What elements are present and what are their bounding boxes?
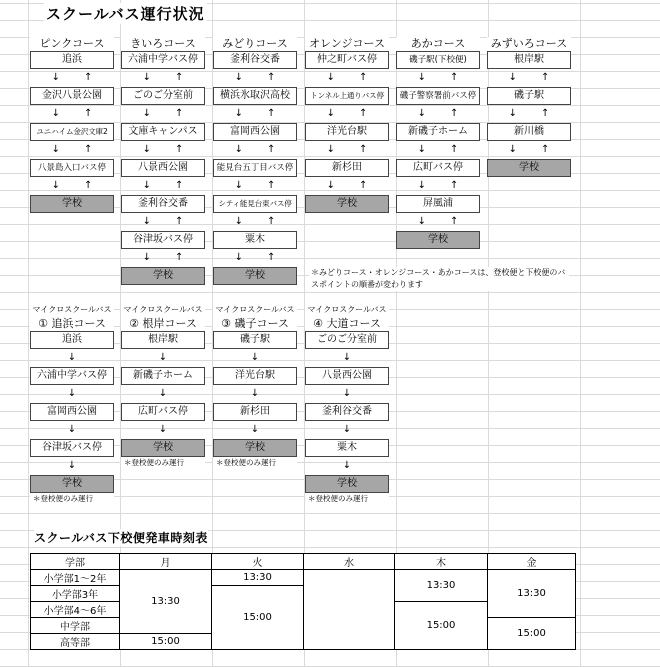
up-arrow-icon: ↑: [450, 108, 459, 119]
down-arrow-icon: ↓: [417, 144, 426, 155]
up-arrow-icon: ↑: [175, 108, 184, 119]
down-arrow-icon: ↓: [234, 72, 243, 83]
timetable-header-row: [31, 554, 576, 570]
up-arrow-icon: ↑: [450, 216, 459, 227]
down-arrow-icon: ↓: [142, 144, 151, 155]
bus-stop: 釜利谷交番: [213, 51, 297, 69]
header-fri: 金: [488, 554, 576, 570]
micro-course-column: [30, 303, 114, 505]
bus-stop: ごのご分室前: [305, 331, 389, 349]
down-arrow-icon: ↓: [51, 72, 60, 83]
bus-stop: 広町バス停: [396, 159, 480, 177]
up-arrow-icon: ↑: [84, 108, 93, 119]
down-arrow-icon: ↓: [342, 388, 352, 399]
course-column: [121, 37, 205, 285]
bus-stop: シティ能見台東バス停: [213, 195, 297, 213]
arrow-row: [30, 385, 114, 403]
down-arrow-icon: ↓: [158, 388, 168, 399]
bus-stop: 新磯子ホーム: [121, 367, 205, 385]
arrow-row: [305, 457, 389, 475]
bus-stop: 釜利谷交番: [305, 403, 389, 421]
mon-time-1330: 13:30: [120, 570, 212, 634]
down-arrow-icon: ↓: [508, 144, 517, 155]
arrow-row: [305, 69, 389, 87]
down-arrow-icon: ↓: [67, 424, 77, 435]
arrow-row: [305, 349, 389, 367]
down-arrow-icon: ↓: [342, 352, 352, 363]
up-arrow-icon: ↑: [359, 144, 368, 155]
arrow-row: [396, 69, 480, 87]
arrow-row: [213, 177, 297, 195]
up-arrow-icon: ↑: [267, 252, 276, 263]
bus-stop: 洋光台駅: [213, 367, 297, 385]
school-stop: 学校: [305, 195, 389, 213]
up-arrow-icon: ↑: [450, 180, 459, 191]
arrow-row: [213, 421, 297, 439]
header-thu: 木: [395, 554, 488, 570]
up-arrow-icon: ↑: [175, 216, 184, 227]
up-arrow-icon: ↑: [175, 180, 184, 191]
arrow-row: [30, 349, 114, 367]
bus-stop: 八景島入口バス停: [30, 159, 114, 177]
down-arrow-icon: ↓: [51, 108, 60, 119]
arrow-row: [213, 213, 297, 231]
down-arrow-icon: ↓: [508, 108, 517, 119]
tue-time-1330: 13:30: [212, 570, 304, 586]
bus-stop: 広町バス停: [121, 403, 205, 421]
course-name: きいろコース: [121, 37, 205, 51]
bus-stop: 六浦中学バス停: [121, 51, 205, 69]
school-stop: 学校: [30, 475, 114, 493]
bus-stop: 洋光台駅: [305, 123, 389, 141]
up-arrow-icon: ↑: [450, 144, 459, 155]
arrow-row: [121, 69, 205, 87]
up-arrow-icon: ↑: [541, 108, 550, 119]
arrow-row: [487, 141, 571, 159]
school-stop: 学校: [213, 439, 297, 457]
school-stop: 学校: [305, 475, 389, 493]
down-arrow-icon: ↓: [142, 180, 151, 191]
arrow-row: [396, 213, 480, 231]
bus-stop: 新杉田: [305, 159, 389, 177]
up-arrow-icon: ↑: [84, 72, 93, 83]
course-column: [305, 37, 389, 213]
course-name: オレンジコース: [305, 37, 389, 51]
arrow-row: [305, 385, 389, 403]
arrow-row: [213, 385, 297, 403]
down-arrow-icon: ↓: [142, 108, 151, 119]
thu-time-1500: 15:00: [395, 602, 488, 650]
down-arrow-icon: ↓: [67, 388, 77, 399]
bus-stop: 釜利谷交番: [121, 195, 205, 213]
down-arrow-icon: ↓: [326, 108, 335, 119]
up-arrow-icon: ↑: [267, 180, 276, 191]
arrow-row: [396, 177, 480, 195]
school-stop: 学校: [487, 159, 571, 177]
school-stop: 学校: [396, 231, 480, 249]
table-row: [31, 570, 576, 586]
down-arrow-icon: ↓: [342, 424, 352, 435]
bus-stop: 富岡西公園: [30, 403, 114, 421]
down-arrow-icon: ↓: [67, 460, 77, 471]
micro-course-column: [305, 303, 389, 505]
micro-course-column: [213, 303, 297, 469]
bus-stop: 谷津坂バス停: [121, 231, 205, 249]
arrow-row: [396, 141, 480, 159]
arrow-row: [213, 105, 297, 123]
down-arrow-icon: ↓: [326, 72, 335, 83]
up-arrow-icon: ↑: [541, 144, 550, 155]
course-name: みどりコース: [213, 37, 297, 51]
arrow-row: [30, 141, 114, 159]
down-arrow-icon: ↓: [250, 388, 260, 399]
arrow-row: [121, 141, 205, 159]
morning-only-note: ＊登校便のみ運行: [305, 493, 389, 505]
up-arrow-icon: ↑: [175, 144, 184, 155]
up-arrow-icon: ↑: [84, 144, 93, 155]
bus-stop: 磯子駅: [213, 331, 297, 349]
down-arrow-icon: ↓: [342, 460, 352, 471]
school-stop: 学校: [121, 439, 205, 457]
row-label: 中学部: [31, 618, 120, 634]
micro-bus-label: マイクロスクールバス: [305, 303, 389, 316]
down-arrow-icon: ↓: [326, 144, 335, 155]
school-stop: 学校: [30, 195, 114, 213]
header-mon: 月: [120, 554, 212, 570]
fri-time-1330: 13:30: [488, 570, 576, 618]
up-arrow-icon: ↑: [267, 216, 276, 227]
thu-time-1330: 13:30: [395, 570, 488, 602]
up-arrow-icon: ↑: [84, 180, 93, 191]
bus-stop: 八景西公園: [121, 159, 205, 177]
header-department: 学部: [31, 554, 120, 570]
arrow-row: [30, 421, 114, 439]
up-arrow-icon: ↑: [267, 144, 276, 155]
bus-stop: 磯子駅(下校便): [396, 51, 480, 69]
up-arrow-icon: ↑: [267, 108, 276, 119]
down-arrow-icon: ↓: [417, 216, 426, 227]
bus-stop: 粟木: [305, 439, 389, 457]
bus-stop: 新杉田: [213, 403, 297, 421]
bus-stop: 新川橋: [487, 123, 571, 141]
up-arrow-icon: ↑: [359, 108, 368, 119]
bus-stop: 六浦中学バス停: [30, 367, 114, 385]
header-tue: 火: [212, 554, 304, 570]
arrow-row: [213, 249, 297, 267]
course-column: [487, 37, 571, 177]
bus-stop: 磯子警察署前バス停: [396, 87, 480, 105]
bus-stop: 追浜: [30, 331, 114, 349]
timetable-title: スクールバス下校便発車時刻表: [34, 531, 208, 545]
micro-course-name: ② 根岸コース: [121, 316, 205, 331]
arrow-row: [396, 105, 480, 123]
course-column: [213, 37, 297, 285]
down-arrow-icon: ↓: [234, 108, 243, 119]
down-arrow-icon: ↓: [158, 424, 168, 435]
down-arrow-icon: ↓: [51, 180, 60, 191]
down-arrow-icon: ↓: [250, 352, 260, 363]
arrow-row: [305, 141, 389, 159]
micro-course-name: ① 追浜コース: [30, 316, 114, 331]
bus-stop: ユニハイム金沢文庫2: [30, 123, 114, 141]
morning-only-note: ＊登校便のみ運行: [213, 457, 297, 469]
down-arrow-icon: ↓: [234, 216, 243, 227]
arrow-row: [121, 105, 205, 123]
down-arrow-icon: ↓: [326, 180, 335, 191]
bus-stop: 文庫キャンパス: [121, 123, 205, 141]
down-arrow-icon: ↓: [508, 72, 517, 83]
bus-stop: 富岡西公園: [213, 123, 297, 141]
bus-stop: 新磯子ホーム: [396, 123, 480, 141]
micro-course-name: ④ 大道コース: [305, 316, 389, 331]
up-arrow-icon: ↑: [175, 252, 184, 263]
arrow-row: [305, 105, 389, 123]
course-name: あかコース: [396, 37, 480, 51]
up-arrow-icon: ↑: [359, 180, 368, 191]
up-arrow-icon: ↑: [359, 72, 368, 83]
down-arrow-icon: ↓: [250, 424, 260, 435]
bus-stop: 金沢八景公園: [30, 87, 114, 105]
row-label: 高等部: [31, 634, 120, 650]
up-arrow-icon: ↑: [541, 72, 550, 83]
down-arrow-icon: ↓: [51, 144, 60, 155]
micro-course-name: ③ 磯子コース: [213, 316, 297, 331]
arrow-row: [213, 349, 297, 367]
up-arrow-icon: ↑: [267, 72, 276, 83]
bus-stop: 屏風浦: [396, 195, 480, 213]
bus-stop: 横浜氷取沢高校: [213, 87, 297, 105]
micro-bus-label: マイクロスクールバス: [30, 303, 114, 316]
down-arrow-icon: ↓: [67, 352, 77, 363]
morning-only-note: ＊登校便のみ運行: [121, 457, 205, 469]
row-label: 小学部1～2年: [31, 570, 120, 586]
bus-stop: ごのご分室前: [121, 87, 205, 105]
down-arrow-icon: ↓: [142, 72, 151, 83]
arrow-row: [213, 141, 297, 159]
arrow-row: [121, 249, 205, 267]
bus-stop: トンネル上通りバス停: [305, 87, 389, 105]
bus-stop: 八景西公園: [305, 367, 389, 385]
header-wed: 水: [304, 554, 395, 570]
bus-stop: 能見台五丁目バス停: [213, 159, 297, 177]
course-name: みずいろコース: [487, 37, 571, 51]
down-arrow-icon: ↓: [234, 180, 243, 191]
arrow-row: [30, 457, 114, 475]
bus-stop: 仲之町バス停: [305, 51, 389, 69]
arrow-row: [213, 69, 297, 87]
arrow-row: [305, 177, 389, 195]
course-column: [30, 37, 114, 213]
arrow-row: [121, 213, 205, 231]
course-name: ピンクコース: [30, 37, 114, 51]
tue-time-1500: 15:00: [212, 586, 304, 650]
course-column: [396, 37, 480, 249]
down-arrow-icon: ↓: [234, 144, 243, 155]
bus-stop: 磯子駅: [487, 87, 571, 105]
arrow-row: [121, 177, 205, 195]
morning-only-note: ＊登校便のみ運行: [30, 493, 114, 505]
fri-time-1500: 15:00: [488, 618, 576, 650]
arrow-row: [487, 105, 571, 123]
down-arrow-icon: ↓: [142, 252, 151, 263]
down-arrow-icon: ↓: [417, 180, 426, 191]
down-arrow-icon: ↓: [417, 108, 426, 119]
wed-time-empty: [304, 570, 395, 650]
row-label: 小学部3年: [31, 586, 120, 602]
micro-bus-label: マイクロスクールバス: [213, 303, 297, 316]
down-arrow-icon: ↓: [417, 72, 426, 83]
micro-course-column: [121, 303, 205, 469]
school-stop: 学校: [121, 267, 205, 285]
up-arrow-icon: ↑: [175, 72, 184, 83]
timetable: [30, 553, 576, 650]
micro-bus-label: マイクロスクールバス: [121, 303, 205, 316]
arrow-row: [305, 421, 389, 439]
mon-time-1500: 15:00: [120, 634, 212, 650]
arrow-row: [30, 177, 114, 195]
arrow-row: [487, 69, 571, 87]
down-arrow-icon: ↓: [158, 352, 168, 363]
down-arrow-icon: ↓: [234, 252, 243, 263]
bus-stop: 粟木: [213, 231, 297, 249]
bus-stop: 根岸駅: [121, 331, 205, 349]
arrow-row: [30, 69, 114, 87]
arrow-row: [121, 349, 205, 367]
page-title: スクールバス運行状況: [46, 5, 205, 23]
bus-stop: 追浜: [30, 51, 114, 69]
row-label: 小学部4～6年: [31, 602, 120, 618]
arrow-row: [121, 385, 205, 403]
bus-stop: 根岸駅: [487, 51, 571, 69]
arrow-row: [30, 105, 114, 123]
up-arrow-icon: ↑: [450, 72, 459, 83]
down-arrow-icon: ↓: [142, 216, 151, 227]
course-footnote: ＊みどりコース・オレンジコース・あかコースは、登校便と下校便のバスポイントの順番が変わります: [309, 267, 569, 291]
school-stop: 学校: [213, 267, 297, 285]
bus-stop: 谷津坂バス停: [30, 439, 114, 457]
arrow-row: [121, 421, 205, 439]
